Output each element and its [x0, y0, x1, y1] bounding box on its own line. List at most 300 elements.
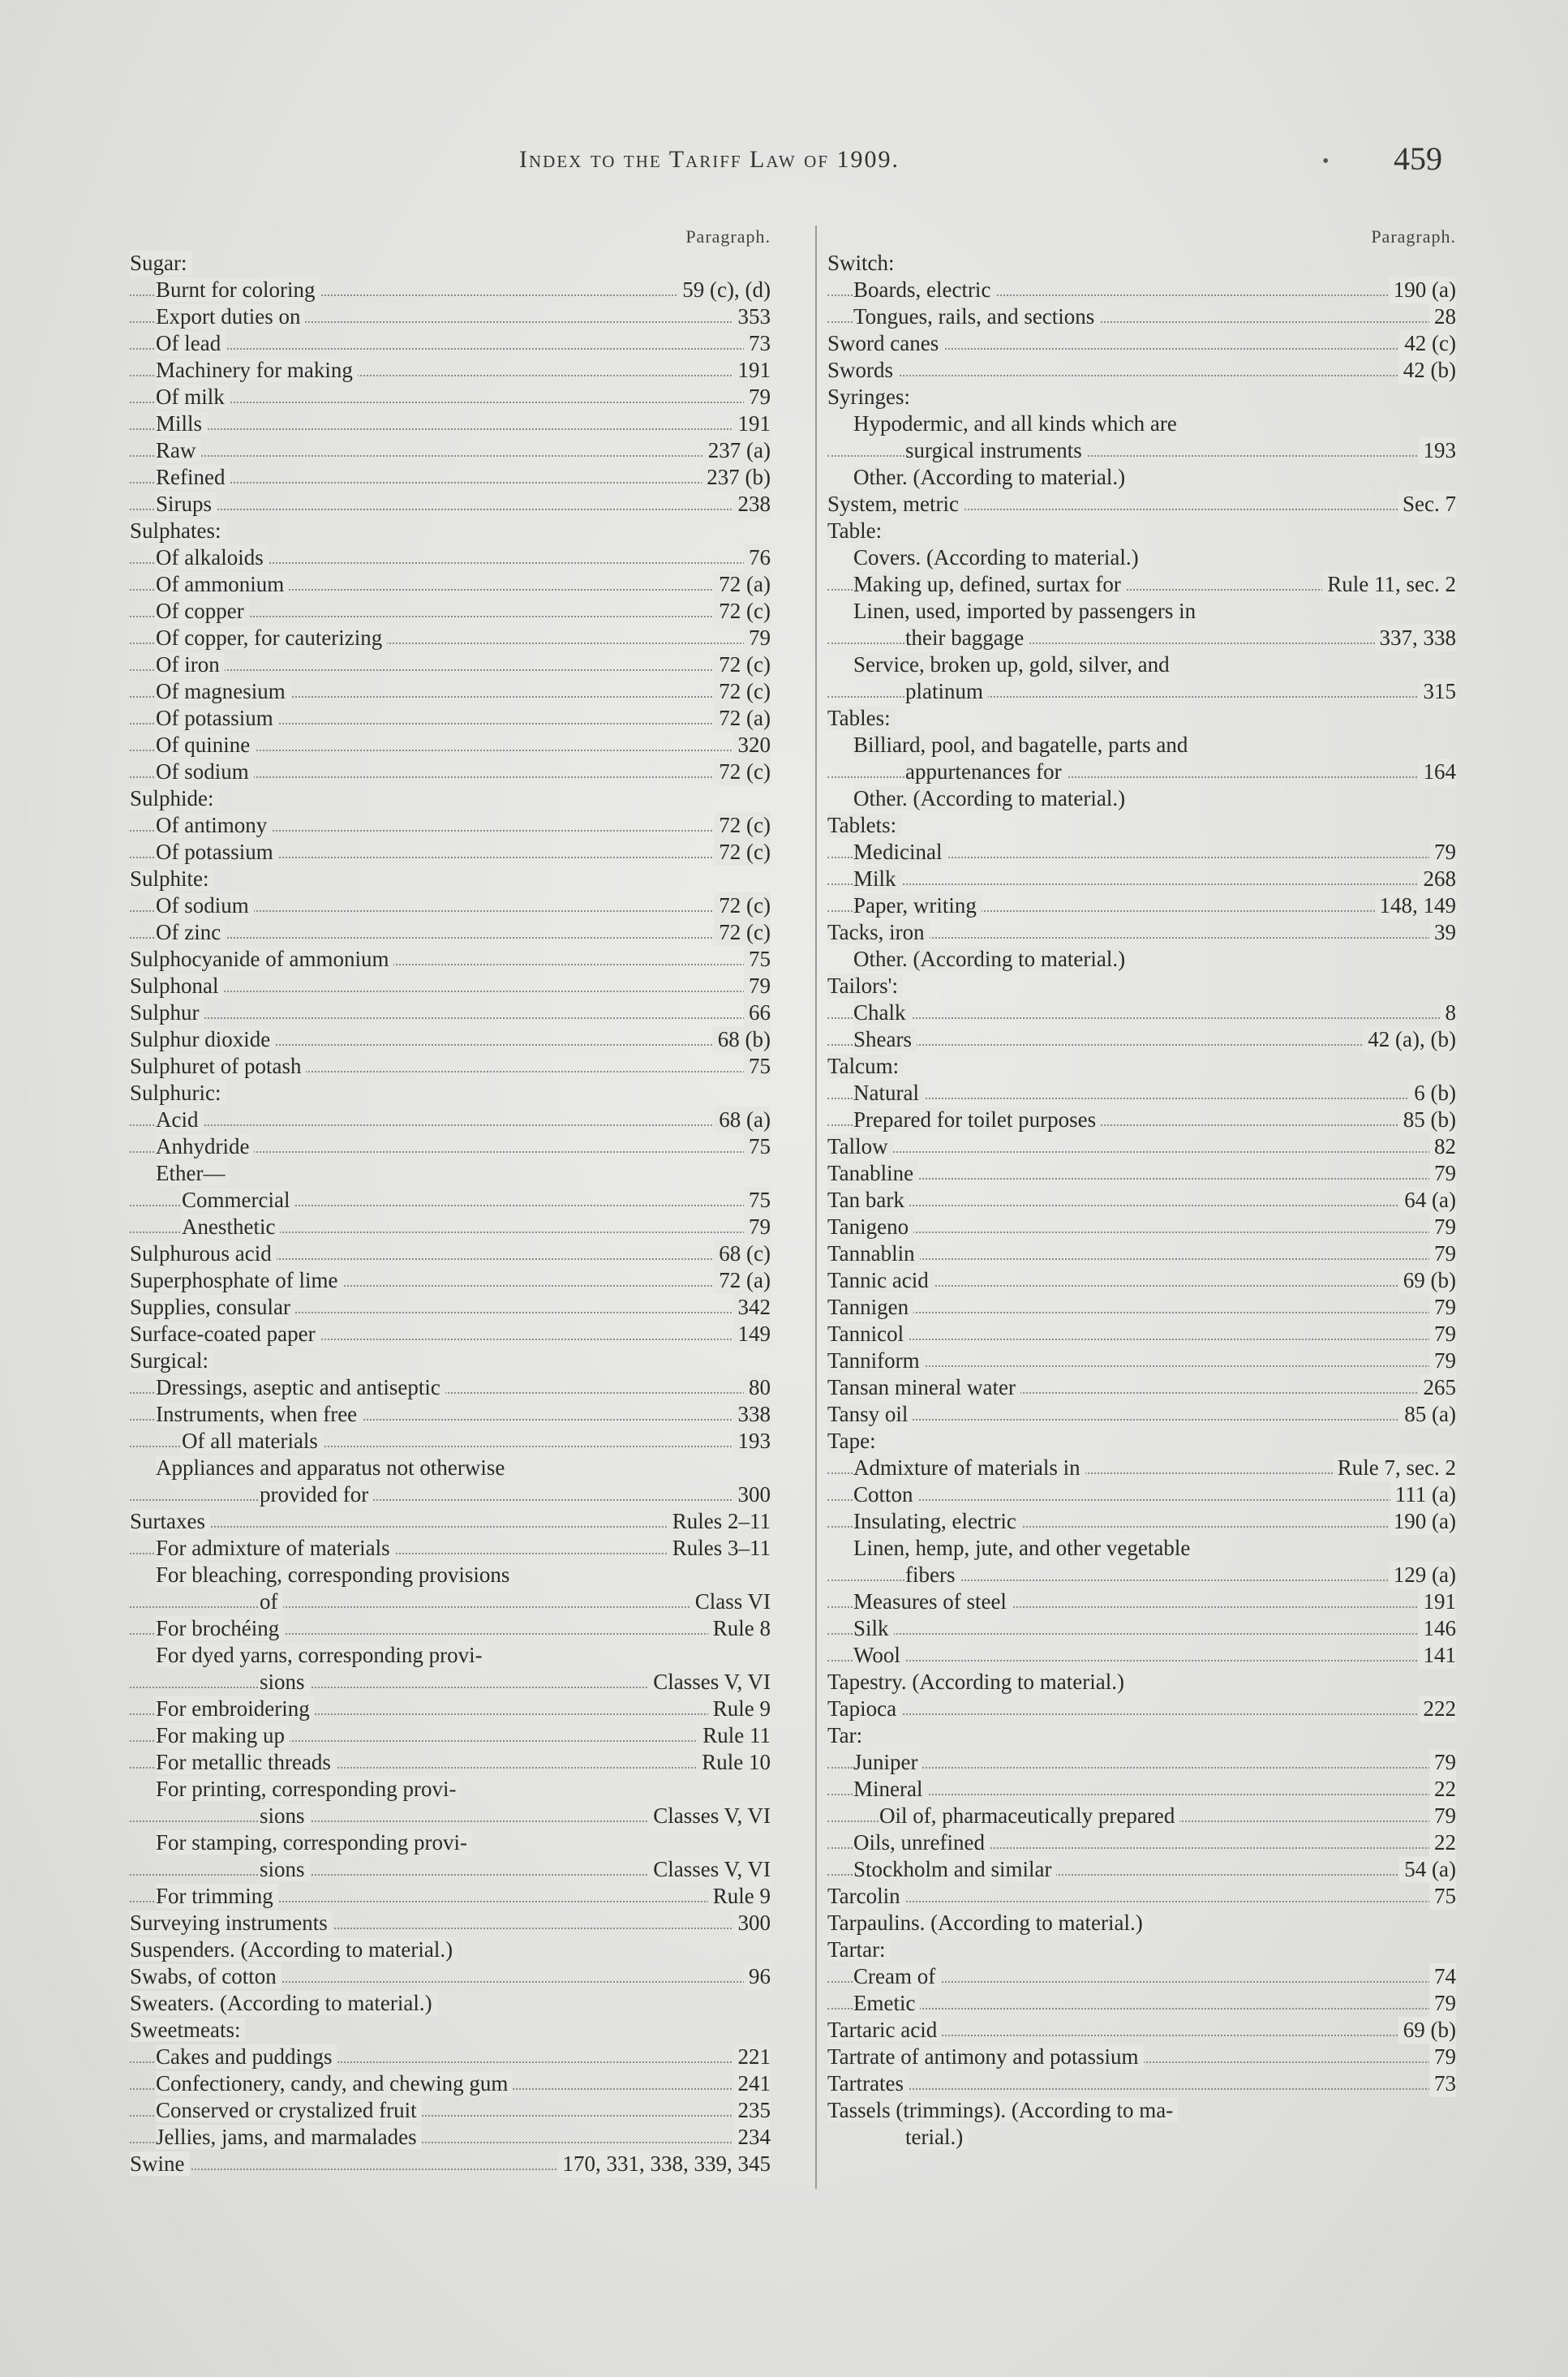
paragraph-reference: 96 [744, 1963, 771, 1990]
index-entry-text: For embroidering [156, 1696, 315, 1721]
index-column-right [827, 223, 1456, 2151]
index-entry [130, 330, 771, 357]
paragraph-reference: Rule 7, sec. 2 [1333, 1455, 1456, 1481]
index-entry [130, 759, 771, 785]
index-entry-text: Stockholm and similar [853, 1857, 1056, 1881]
index-entry [827, 598, 1456, 625]
index-entry [130, 2044, 771, 2070]
index-entry [130, 1990, 771, 2017]
index-entry [827, 1348, 1456, 1374]
index-entry [827, 651, 1456, 678]
index-entry [130, 303, 771, 330]
index-entry-text: Superphosphate of lime [130, 1268, 342, 1292]
index-entry [130, 651, 771, 678]
index-entry-text: Tannic acid [827, 1268, 934, 1292]
index-entry [130, 1749, 771, 1776]
index-entry-text: Machinery for making [156, 358, 358, 382]
index-entry-text: Switch: [827, 251, 900, 275]
index-entry-text: Tar: [827, 1723, 867, 1747]
paragraph-reference: 68 (c) [714, 1240, 771, 1267]
index-entry-text: Natural [853, 1081, 924, 1105]
index-entry-text: Tassels (trimmings). (According to ma- [827, 2098, 1178, 2122]
paragraph-reference: 235 [733, 2097, 771, 2124]
index-entry-text: Linen, used, imported by passengers in [853, 599, 1201, 623]
index-entry-text: Sulphocyanide of ammonium [130, 947, 393, 971]
paragraph-reference: Sec. 7 [1398, 491, 1456, 518]
paragraph-reference: 28 [1429, 303, 1456, 330]
paragraph-reference: Rule 11, sec. 2 [1322, 571, 1456, 598]
index-entry-text: Tarpaulins. (According to material.) [827, 1911, 1148, 1935]
paragraph-reference: Rules 3–11 [668, 1535, 771, 1562]
index-entry [130, 1107, 771, 1133]
index-entry-text: Tanigeno [827, 1214, 913, 1239]
index-entry [130, 973, 771, 999]
index-entry-text: Of alkaloids [156, 545, 268, 570]
index-entry-text: For printing, corresponding provi- [156, 1777, 461, 1801]
index-entry-text: Of iron [156, 652, 225, 677]
leader-dots [827, 1151, 1456, 1153]
paragraph-reference: 300 [733, 1481, 771, 1508]
index-entry [827, 919, 1456, 946]
index-entry-text: Other. (According to material.) [853, 947, 1130, 971]
index-entry-text: Cotton [853, 1482, 918, 1507]
paragraph-reference: 72 (c) [714, 651, 771, 678]
index-entry-text: System, metric [827, 492, 964, 516]
index-entry-text: Sulphurous acid [130, 1241, 277, 1266]
paragraph-reference: 42 (a), (b) [1363, 1026, 1456, 1053]
index-entry [130, 464, 771, 491]
paragraph-reference: 6 (b) [1409, 1080, 1456, 1107]
index-entry-text: For dyed yarns, corresponding provi- [156, 1643, 488, 1667]
index-entry-text: Export duties on [156, 304, 305, 329]
index-entry-text: Tartrates [827, 2071, 909, 2095]
index-entry-text: Tartar: [827, 1937, 891, 1962]
index-entry [827, 1829, 1456, 1856]
index-entry-text: Sulphur dioxide [130, 1027, 275, 1051]
leader-dots [827, 1205, 1456, 1206]
leader-dots [827, 2088, 1456, 2090]
index-entry-text: Shears [853, 1027, 917, 1051]
index-entry-text: Raw [156, 438, 201, 462]
paragraph-reference: 66 [744, 999, 771, 1026]
leader-dots [130, 428, 771, 430]
paragraph-reference: 193 [733, 1428, 771, 1455]
paragraph-reference: 75 [744, 1133, 771, 1160]
index-entry [827, 410, 1456, 437]
index-entry [827, 2124, 1456, 2151]
index-entry-text: Anhydride [156, 1134, 254, 1158]
index-entry-text: Of sodium [156, 893, 254, 918]
index-entry-text: Tacks, iron [827, 920, 930, 944]
index-entry-text: Surgical: [130, 1348, 213, 1373]
index-entry [827, 518, 1456, 544]
index-entry-text: Tarcolin [827, 1884, 905, 1908]
running-head: Index to the Tariff Law of 1909. [519, 146, 900, 173]
paragraph-reference: 69 (b) [1398, 1267, 1456, 1294]
index-entry-text: Sulphite: [130, 866, 214, 891]
index-entry [130, 1588, 771, 1615]
paragraph-reference: 72 (c) [714, 919, 771, 946]
paragraph-reference: 85 (a) [1399, 1401, 1456, 1428]
index-entry-text: Tanniform [827, 1348, 925, 1373]
index-entry-text: Wool [853, 1643, 905, 1667]
index-entry [130, 1669, 771, 1696]
leader-dots [130, 1124, 771, 1126]
index-entry-text: Paper, writing [853, 893, 982, 918]
index-entry-text: Sulphonal [130, 974, 224, 998]
leader-dots [130, 937, 771, 939]
index-entry [827, 330, 1456, 357]
index-entry-text: Commercial [182, 1188, 294, 1212]
index-entry [130, 1856, 771, 1883]
index-entry [130, 544, 771, 571]
index-entry-text: Supplies, consular [130, 1295, 295, 1319]
paragraph-reference: 237 (b) [702, 464, 771, 491]
column-divider [815, 226, 817, 2189]
paragraph-reference: 68 (a) [714, 1107, 771, 1133]
index-entry-text: Silk [853, 1616, 894, 1640]
index-entry-text: Tallow [827, 1134, 893, 1158]
paragraph-reference: 54 (a) [1399, 1856, 1456, 1883]
index-entry [827, 892, 1456, 919]
index-entry [130, 732, 771, 759]
index-entry [130, 437, 771, 464]
index-entry [827, 1321, 1456, 1348]
index-entry-text: sions [260, 1857, 310, 1881]
paragraph-reference: Rule 9 [708, 1883, 771, 1910]
index-entry [130, 1696, 771, 1722]
index-entry-text: Sword canes [827, 331, 943, 355]
paragraph-reference: 190 (a) [1389, 1508, 1456, 1535]
index-entry [827, 1696, 1456, 1722]
paragraph-reference: 237 (a) [703, 437, 771, 464]
index-entry-text: Other. (According to material.) [853, 465, 1130, 489]
leader-dots [827, 1633, 1456, 1635]
index-entry-text: Admixture of materials in [853, 1455, 1085, 1480]
index-entry-text: Prepared for toilet purposes [853, 1107, 1101, 1132]
index-entry-text: Covers. (According to material.) [853, 545, 1144, 570]
index-entry [130, 1267, 771, 1294]
index-entry-text: For stamping, corresponding provi- [156, 1830, 472, 1855]
index-entry [827, 1749, 1456, 1776]
paragraph-reference: 164 [1419, 759, 1457, 785]
paragraph-reference: 72 (a) [714, 1267, 771, 1294]
paragraph-reference: 80 [744, 1374, 771, 1401]
paragraph-reference: 221 [733, 2044, 771, 2070]
leader-dots [827, 1339, 1456, 1340]
index-entry-text: Instruments, when free [156, 1402, 362, 1426]
index-entry [130, 1722, 771, 1749]
leader-dots [130, 509, 771, 510]
index-entry-text: Chalk [853, 1000, 911, 1025]
index-entry [130, 1348, 771, 1374]
paragraph-reference: 315 [1419, 678, 1457, 705]
leader-dots [827, 1044, 1456, 1046]
paragraph-reference: 73 [744, 330, 771, 357]
index-entry [827, 1642, 1456, 1669]
paragraph-reference: 146 [1419, 1615, 1457, 1642]
index-entry [827, 785, 1456, 812]
index-entry [827, 571, 1456, 598]
page-number: 459 [1394, 140, 1442, 177]
paragraph-column-label: Paragraph. [1371, 226, 1456, 247]
index-entry-text: Sulphuret of potash [130, 1054, 306, 1078]
paragraph-reference: Rule 9 [708, 1696, 771, 1722]
index-entry-text: Refined [156, 465, 230, 489]
ornament-dot: • [1322, 151, 1330, 172]
index-entry-text: Tansan mineral water [827, 1375, 1020, 1399]
index-entry-text: Tailors': [827, 974, 903, 998]
index-entry-text: their baggage [905, 625, 1029, 650]
index-entry-text: Measures of steel [853, 1589, 1012, 1614]
index-entry [130, 705, 771, 732]
index-entry [130, 1936, 771, 1963]
index-entry [130, 1160, 771, 1187]
index-entry [130, 1883, 771, 1910]
index-entry [130, 1401, 771, 1428]
index-entry [827, 1963, 1456, 1990]
leader-dots [827, 1901, 1456, 1902]
index-entry [130, 1187, 771, 1214]
leader-dots [130, 1499, 771, 1501]
index-entry [827, 357, 1456, 384]
index-entry-text: Cream of [853, 1964, 940, 1988]
paragraph-reference: 72 (c) [714, 839, 771, 866]
paragraph-reference: 342 [733, 1294, 771, 1321]
index-entry-text: Linen, hemp, jute, and other vegetable [853, 1536, 1195, 1560]
paragraph-reference: Rule 11 [698, 1722, 771, 1749]
index-entry [130, 598, 771, 625]
index-entry-text: Cakes and puddings [156, 2044, 337, 2069]
index-entry [827, 1026, 1456, 1053]
paragraph-reference: 8 [1441, 999, 1457, 1026]
index-entry-text: Acid [156, 1107, 203, 1132]
paragraph-reference: 111 (a) [1390, 1481, 1456, 1508]
index-entry-text: Surtaxes [130, 1509, 210, 1533]
index-entry-text: of [260, 1589, 283, 1614]
index-entry [827, 678, 1456, 705]
paragraph-reference: 141 [1419, 1642, 1457, 1669]
index-entry-text: Medicinal [853, 840, 947, 864]
index-entry-text: Of potassium [156, 706, 278, 730]
index-entry-text: Oil of, pharmaceutically prepared [879, 1803, 1179, 1828]
index-entry [827, 1722, 1456, 1749]
index-entry [130, 384, 771, 410]
paragraph-reference: 82 [1429, 1133, 1456, 1160]
index-entry-text: Swine [130, 2151, 190, 2176]
index-entry-text: Of ammonium [156, 572, 289, 596]
index-entry-text: Tapestry. (According to material.) [827, 1670, 1129, 1694]
index-entry [130, 491, 771, 518]
index-entry [827, 1588, 1456, 1615]
index-entry [827, 1883, 1456, 1910]
index-entry [827, 1481, 1456, 1508]
index-entry-text: Syringes: [827, 385, 915, 409]
index-entry-text: Tartaric acid [827, 2018, 942, 2042]
paragraph-reference: 22 [1429, 1829, 1456, 1856]
paragraph-reference: 353 [733, 303, 771, 330]
index-entry [130, 1535, 771, 1562]
index-entry-text: Sulphuric: [130, 1081, 226, 1105]
index-entry-text: Of lead [156, 331, 226, 355]
paragraph-reference: 72 (c) [714, 892, 771, 919]
index-entry-text: Sweaters. (According to material.) [130, 1991, 437, 2015]
paragraph-reference: 148, 149 [1375, 892, 1457, 919]
index-entry [827, 491, 1456, 518]
index-entry [130, 2097, 771, 2124]
index-entry-text: Other. (According to material.) [853, 786, 1130, 810]
paragraph-reference: 79 [1429, 1214, 1456, 1240]
index-entry-text: Suspenders. (According to material.) [130, 1937, 458, 1962]
index-entry-text: Emetic [853, 1991, 920, 2015]
paragraph-reference: 191 [1419, 1588, 1457, 1615]
index-entry-text: Swabs, of cotton [130, 1964, 281, 1988]
leader-dots [827, 1499, 1456, 1501]
index-entry-text: For brochéing [156, 1616, 284, 1640]
index-entry [827, 303, 1456, 330]
paragraph-reference: 268 [1419, 866, 1457, 892]
index-entry [130, 2124, 771, 2151]
leader-dots [130, 991, 771, 992]
index-entries-right [827, 250, 1456, 2151]
paragraph-reference: Rule 10 [697, 1749, 771, 1776]
index-entry [827, 277, 1456, 303]
index-entry [827, 2070, 1456, 2097]
index-entry [130, 1642, 771, 1669]
leader-dots [827, 2008, 1456, 2009]
index-entry [827, 973, 1456, 999]
index-entry [827, 1562, 1456, 1588]
index-entry [130, 2151, 771, 2177]
leader-dots [827, 883, 1456, 885]
index-entry [130, 1910, 771, 1936]
index-entry [130, 1374, 771, 1401]
index-entry-text: Appliances and apparatus not otherwise [156, 1455, 509, 1480]
index-entry [130, 1294, 771, 1321]
index-entry-text: sions [260, 1670, 310, 1694]
index-entry-text: Mineral [853, 1777, 927, 1801]
index-entry-text: For making up [156, 1723, 290, 1747]
paragraph-reference: 75 [1429, 1883, 1456, 1910]
leader-dots [827, 1312, 1456, 1313]
paragraph-reference: 73 [1429, 2070, 1456, 2097]
index-entry-text: Of potassium [156, 840, 278, 864]
index-entry [827, 1187, 1456, 1214]
index-column-left [130, 223, 771, 2177]
index-entry-text: Making up, defined, surtax for [853, 572, 1126, 596]
paragraph-reference: 79 [744, 973, 771, 999]
paragraph-reference: 191 [733, 410, 771, 437]
index-entry-text: Service, broken up, gold, silver, and [853, 652, 1175, 677]
paragraph-reference: 79 [744, 1214, 771, 1240]
index-entry [130, 1080, 771, 1107]
index-entry-text: Tapioca [827, 1696, 901, 1721]
index-entry-text: Insulating, electric [853, 1509, 1021, 1533]
index-entry-text: Of copper [156, 599, 249, 623]
paragraph-reference: 72 (c) [714, 759, 771, 785]
paragraph-reference: 338 [733, 1401, 771, 1428]
index-entry [827, 1133, 1456, 1160]
paragraph-reference: 238 [733, 491, 771, 518]
index-entry [130, 1133, 771, 1160]
paragraph-reference: 234 [733, 2124, 771, 2151]
index-entry [827, 250, 1456, 277]
index-entry [130, 571, 771, 598]
paragraph-reference: Classes V, VI [648, 1803, 771, 1829]
paragraph-reference: 191 [733, 357, 771, 384]
index-entry-text: Tongues, rails, and sections [853, 304, 1099, 329]
index-entry [130, 357, 771, 384]
index-entry-text: appurtenances for [905, 759, 1067, 784]
paragraph-reference: 42 (c) [1399, 330, 1456, 357]
index-entry-text: Sirups [156, 492, 217, 516]
index-entry-text: Tansy oil [827, 1402, 913, 1426]
leader-dots [827, 1178, 1456, 1180]
paragraph-reference: 59 (c), (d) [677, 277, 771, 303]
index-entry [130, 892, 771, 919]
index-entry [827, 544, 1456, 571]
index-entry-text: Surface-coated paper [130, 1322, 320, 1346]
index-entry-text: Juniper [853, 1750, 922, 1774]
leader-dots [130, 348, 771, 350]
index-entry-text: Conserved or crystalized fruit [156, 2098, 422, 2122]
paragraph-reference: 79 [1429, 839, 1456, 866]
index-entry [827, 2097, 1456, 2124]
index-entry [827, 705, 1456, 732]
index-entry-text: Boards, electric [853, 277, 995, 302]
leader-dots [130, 669, 771, 671]
index-entry [130, 1026, 771, 1053]
paragraph-reference: 79 [1429, 1294, 1456, 1321]
index-entry-text: Sweetmeats: [130, 2018, 245, 2042]
index-entry-text: For metallic threads [156, 1750, 336, 1774]
index-entry [130, 250, 771, 277]
index-entry-text: Of copper, for cauterizing [156, 625, 387, 650]
paragraph-reference: 79 [744, 384, 771, 410]
paragraph-reference: 149 [733, 1321, 771, 1348]
paragraph-reference: 68 (b) [713, 1026, 771, 1053]
index-entry [130, 1615, 771, 1642]
index-entry [130, 866, 771, 892]
index-entry-text: Mills [156, 411, 207, 436]
index-entry-text: For admixture of materials [156, 1536, 395, 1560]
paragraph-reference: 79 [1429, 1240, 1456, 1267]
index-entry-text: Tan bark [827, 1188, 909, 1212]
paragraph-reference: 79 [1429, 1990, 1456, 2017]
index-entry [827, 759, 1456, 785]
paragraph-reference: 72 (a) [714, 705, 771, 732]
paragraph-reference: 72 (c) [714, 812, 771, 839]
paragraph-reference: 170, 331, 338, 339, 345 [558, 2151, 771, 2177]
paragraph-reference: 74 [1429, 1963, 1456, 1990]
index-entry-text: Ether— [156, 1161, 230, 1185]
index-entry [827, 1107, 1456, 1133]
index-entry [827, 812, 1456, 839]
index-entries-left [130, 250, 771, 2177]
index-entry-text: Milk [853, 866, 901, 891]
index-entry [827, 1455, 1456, 1481]
index-entry-text: Swords [827, 358, 898, 382]
paragraph-reference: 76 [744, 544, 771, 571]
paragraph-reference: 222 [1419, 1696, 1457, 1722]
paragraph-reference: 79 [1429, 1803, 1456, 1829]
index-entry [130, 518, 771, 544]
index-entry-text: Sulphide: [130, 786, 219, 810]
index-entry [130, 1240, 771, 1267]
index-entry [130, 1428, 771, 1455]
index-entry-text: Confectionery, candy, and chewing gum [156, 2071, 513, 2095]
paragraph-reference: 72 (a) [714, 571, 771, 598]
